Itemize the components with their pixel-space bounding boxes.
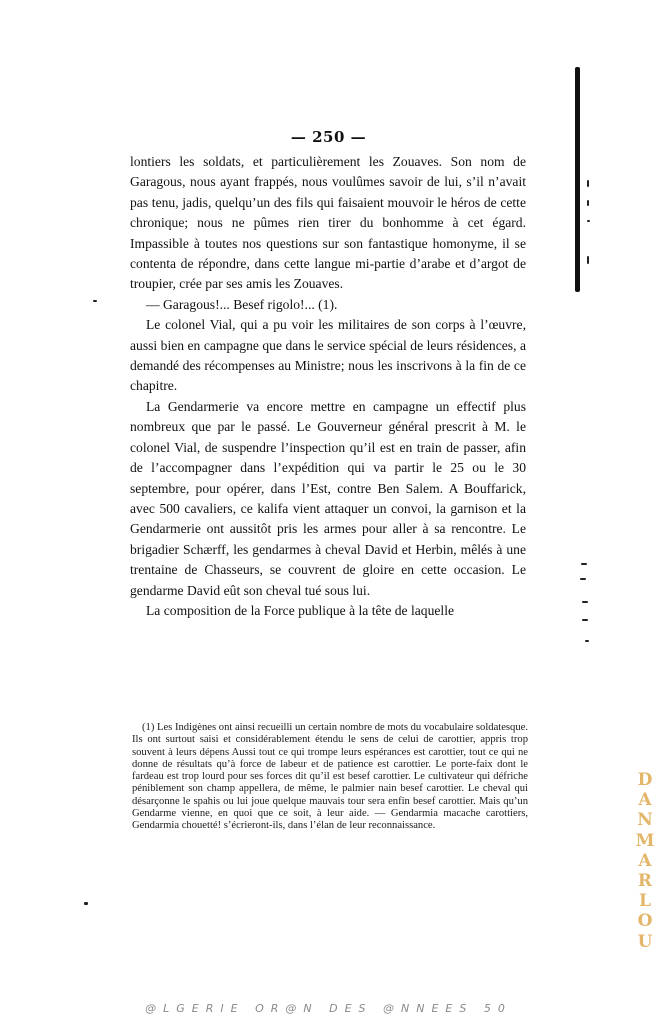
margin-mark — [581, 563, 587, 565]
watermark-text: DANMARLOU — [635, 770, 655, 952]
margin-mark — [582, 601, 588, 603]
paragraph: Le colonel Vial, qui a pu voir les militaires de son corps à l’œuvre, aussi bien en campagne que dans le service spécial de leurs résidences, a demandé des récompenses au Ministre; nous les inscrivons à la fin de ce chapitre. — [130, 317, 526, 394]
paragraph: La composition de la Force publique à la tête de laquelle — [146, 602, 455, 618]
margin-mark — [580, 578, 586, 580]
margin-mark — [93, 300, 97, 302]
paragraph: lontiers les soldats, et particulièrement les Zouaves. Son nom de Garagous, nous ayant frappés, nous voulûmes savoir de lui, s’il n’avait pas tenu, jadis, quelqu’un des fils qui faisaient mouvoir le héros de cette chronique; nous ne pûmes rien tirer du bonhomme à cet égard. Impassible à toutes nos questions sur son fantastique homonyme, il se contenta de répondre, dans cette langue mi-partie d’arabe et d’argot de troupier, crée par ses amis les Zouaves. — [130, 154, 526, 292]
margin-mark — [587, 200, 589, 206]
margin-mark — [587, 180, 589, 187]
paragraph: La Gendarmerie va encore mettre en campagne un effectif plus nombreux que par le passé. Le Gouverneur général prescrit à M. le colonel Vial, de suspendre l’inspection qu’il est en train de passer, afin de l’accompagner dans l’expédition qui va partir le 25 ou le 30 septembre, pour opérer, dans l’Est, contre Ben Salem. A Bouffarick, avec 500 cavaliers, ce kalifa vient attaquer un convoi, la garnison et la Gendarmerie ont aussitôt pris les armes pour aller à sa rencontre. Le brigadier Schærff, les gendarmes à cheval David et Herbin, mêlés à une trentaine de Chasseurs, se couvrent de gloire en cette occasion. Le gendarme David eût son cheval tué sous lui. — [130, 398, 526, 598]
footer-caption: @LGERIE OR@N DES @NNEES 50 — [145, 1002, 512, 1015]
paragraph: — Garagous!... Besef rigolo!... (1). — [146, 296, 338, 312]
footnote — [132, 722, 528, 833]
margin-mark — [587, 220, 590, 222]
page-number: — 250 — — [290, 128, 367, 146]
binding-edge-mark — [575, 67, 580, 292]
margin-mark — [582, 619, 588, 621]
margin-mark — [585, 640, 589, 642]
margin-mark — [84, 902, 88, 905]
margin-mark — [587, 256, 589, 264]
footnote-text: (1) Les Indigènes ont ainsi recueilli un certain nombre de mots du vocabulaire soldatesque. Ils ont surtout saisi et considérablement étendu le sens de celui de carottier, appris trop souvent à leurs dépens Aussi tout ce qui trompe leurs espérances est carottier, tout ce qui ne donne de résultats qu’à force de labeur et de patience est carottier. Le porte-faix dont le fardeau est trop lourd pour ses forces dit qu’il est besef carottier. Le cultivateur qui défriche péniblement son champ appellera, de même, le palmier nain besef carottier. Le cheval qui désarçonne le spahis ou lui joue quelque mauvais tour sera enfin besef carottier. Mais qu’un Gendarme vienne, en quoi que ce soit, à leur aide. — Gendarmia macache carottiers, Gendarmia chouetté! s’écrieront-ils, dans l’élan de leur reconnaissance. — [132, 722, 528, 832]
body-text — [130, 152, 526, 621]
